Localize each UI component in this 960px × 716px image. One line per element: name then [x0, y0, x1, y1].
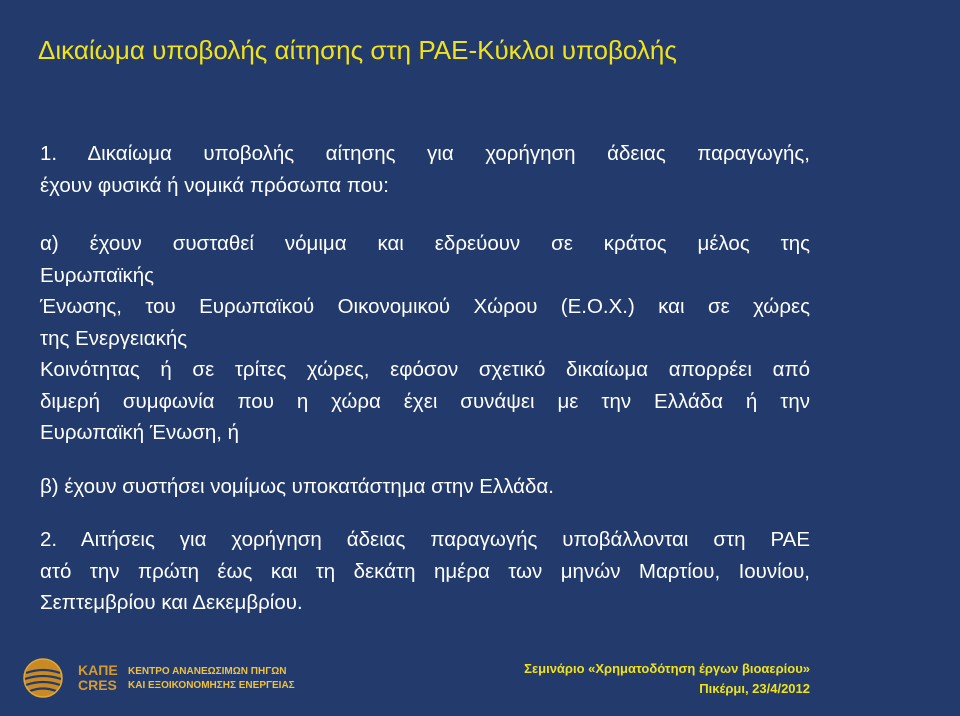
body-line-5: Ένωσης, του Ευρωπαϊκού Οικονομικού Χώρου (Ε.Ο.Χ.) και σε χώρες [40, 295, 810, 318]
footer-event-info [524, 659, 810, 699]
logo-sub-line-2: ΚΑΙ ΕΞΟΙΚΟΝΟΜΗΣΗΣ ΕΝΕΡΓΕΙΑΣ [128, 680, 295, 691]
body-line-8: διμερή συμφωνία που η χώρα έχει συνάψει με την Ελλάδα ή την [40, 389, 810, 413]
body-line-4: Ευρωπαϊκής [40, 263, 155, 287]
body-line-7: Κοινότητας ή σε τρίτες χώρες, εφόσον σχετικό δικαίωμα απορρέει από [40, 358, 810, 381]
slide-title: Δικαίωμα υποβολής αίτησης στη ΡΑΕ-Κύκλοι υποβολής [38, 35, 677, 65]
globe-icon [22, 657, 64, 699]
body-line-12: ατό την πρώτη έως και τη δεκάτη ημέρα των μηνών Μαρτίου, Ιουνίου, [40, 559, 810, 583]
footer-date: Πικέρμι, 23/4/2012 [699, 681, 810, 696]
logo-sub-line-1: ΚΕΝΤΡΟ ΑΝΑΝΕΩΣΙΜΩΝ ΠΗΓΩΝ [128, 666, 287, 677]
body-line-2: έχουν φυσικά ή νομικά πρόσωπα που: [40, 173, 389, 197]
body-line-3: α) έχουν συσταθεί νόμιμα και εδρεύουν σε κράτος μέλος της [40, 232, 810, 255]
body-line-6: της Ενεργειακής [40, 326, 188, 350]
body-line-10: β) έχουν συστήσει νομίμως υποκατάστημα στην Ελλάδα. [40, 474, 554, 498]
paragraph-gap [40, 201, 810, 228]
paragraph-gap [40, 502, 810, 524]
paragraph-gap [40, 449, 810, 471]
cres-logo [18, 655, 295, 703]
body-line-13: Σεπτεμβρίου και Δεκεμβρίου. [40, 591, 303, 614]
footer-event: Σεμινάριο «Χρηματοδότηση έργων βιοαερίου» [524, 661, 810, 676]
logo-subtitle [128, 665, 295, 693]
slide-body [40, 138, 810, 619]
body-line-11: 2. Αιτήσεις για χορήγηση άδειας παραγωγής υποβάλλονται στη ΡΑΕ [40, 528, 810, 551]
body-line-9: Ευρωπαϊκή Ένωση, ή [40, 421, 240, 444]
body-line-1: 1. Δικαίωμα υποβολής αίτησης για χορήγηση άδειας παραγωγής, [40, 142, 810, 165]
logo-cres: CRES [78, 677, 117, 693]
logo-kape: ΚΑΠΕ [78, 662, 118, 678]
logo-wordmark [78, 663, 118, 693]
